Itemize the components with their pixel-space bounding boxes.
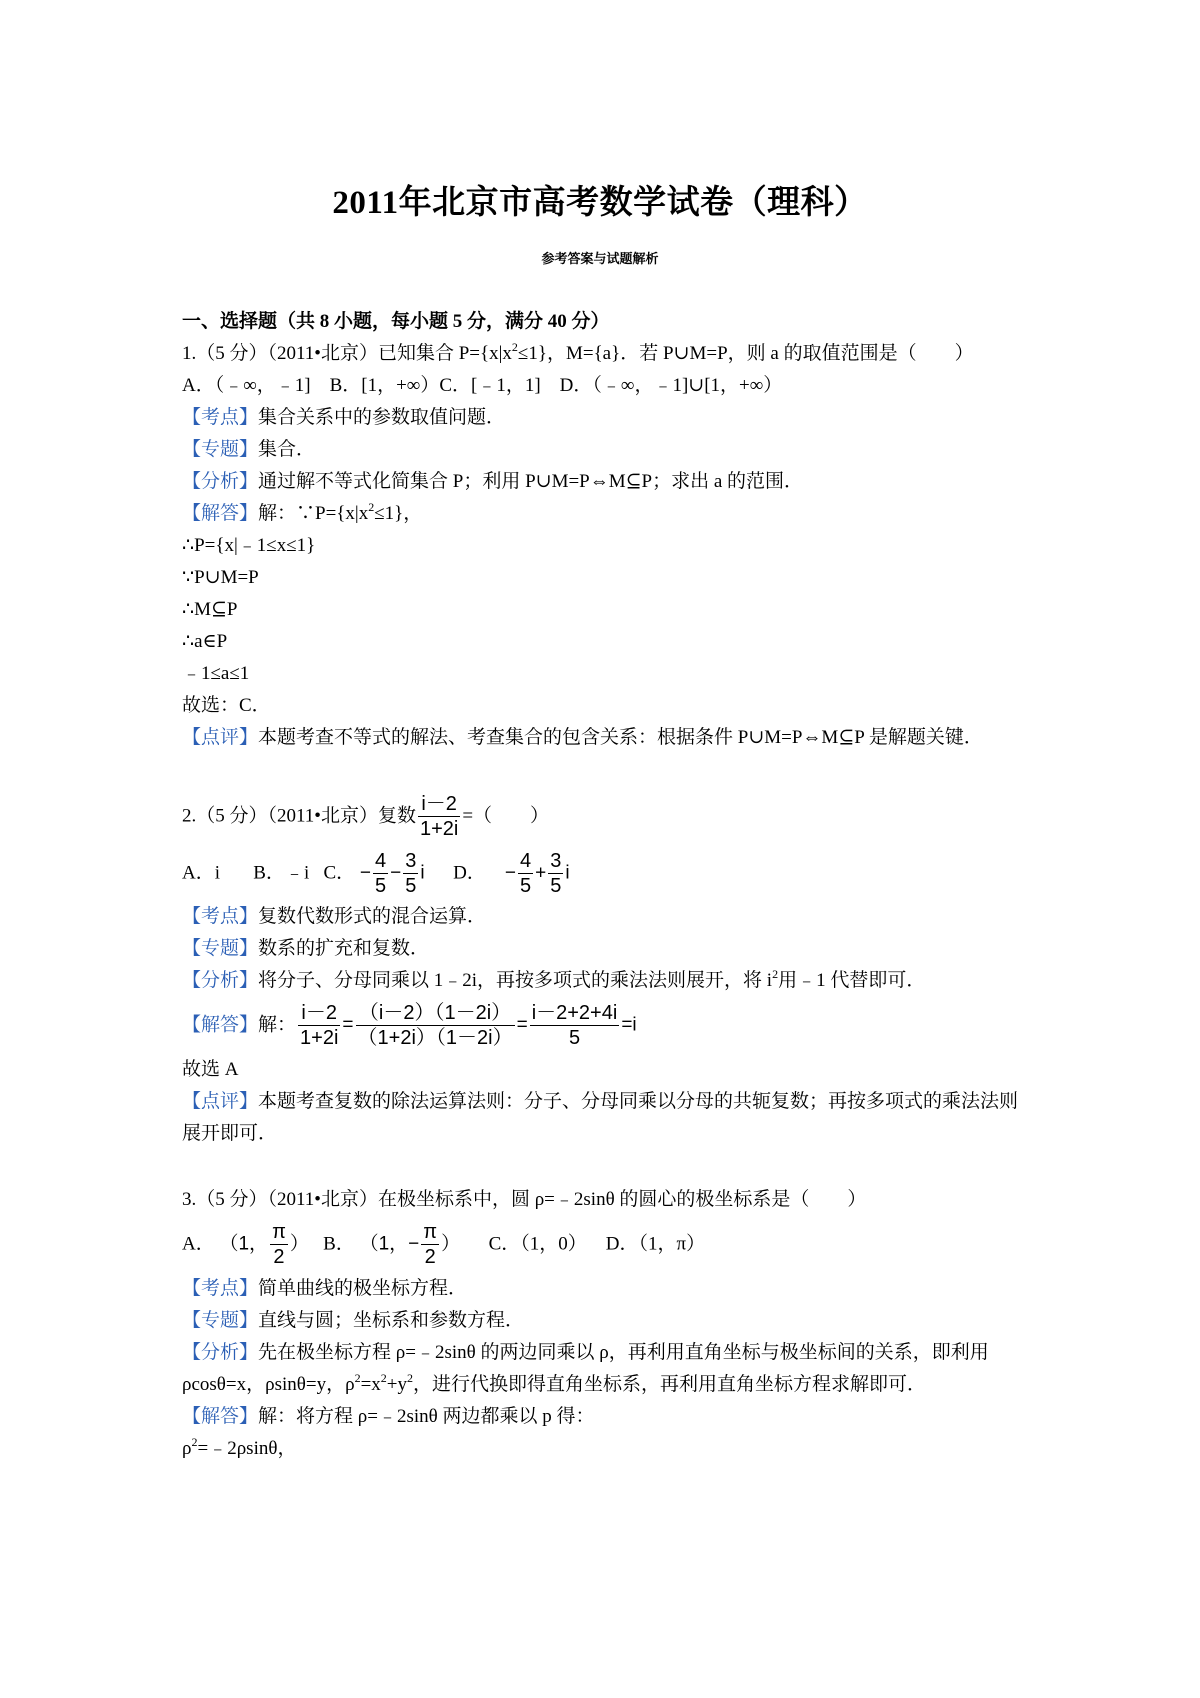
jieda-line: 【解答】解：将方程 ρ=﹣2sinθ 两边都乘以 p 得： [182,1405,595,1427]
zhuanti-tag: 【专题】 [182,439,259,460]
question-options: A．i B．﹣i C． − $\frac{4}{5}$ − $\frac{3}{5}$ i D． − $\frac{4}{5}$ + $\frac{3}{5}$ i [182,845,1022,902]
question-stem: 3.（5 分）（2011•北京）在极坐标系中，圆 ρ=﹣2sinθ 的圆心的极坐标系是（ ） [182,1188,867,1210]
kaodian-tag: 【考点】 [182,1277,259,1299]
dianping-tag: 【点评】 [182,727,259,748]
document-body [182,306,1022,1465]
zhuanti-line: 【专题】数系的扩充和复数． [182,938,430,960]
solution-step: ∵P∪M=P [182,567,259,588]
dianping-line: 【点评】本题考查不等式的解法、考查集合的包含关系：根据条件 P∪M=P⇔M⊆P 是解题关键． [182,727,983,748]
fraction: $\frac{i-2}{1+2i}$ [419,793,459,841]
solution-step: ∴P={x|﹣1≤x≤1} [182,535,316,556]
jieda-line: 【解答】解： $\frac{i-2}{1+2i}$ = $\frac{(i-2)(1-2i)}{(1+2i)(1-2i)}$ = $\frac{i-2+2+4i}{5}$ =i [182,1002,637,1050]
question-options: A．（﹣∞，﹣1] B．[1，+∞）C．[﹣1，1] D．（﹣∞，﹣1]∪[1，+∞） [182,375,783,396]
fenxi-tag: 【分析】 [182,1341,259,1363]
jieda-tag: 【解答】 [182,1405,259,1427]
solution-step: $\rho^2=﹣2\rho\sin\theta$， [182,1434,297,1459]
fraction: $\frac{4}{5}$ [519,849,532,897]
option-a-expression: （1， $\frac{\pi}{2}$ ） [219,1221,309,1269]
option-d-expression: − $\frac{4}{5}$ + $\frac{3}{5}$ i [504,849,570,897]
kaodian-tag: 【考点】 [182,906,259,928]
section-heading: 一、选择题（共 8 小题，每小题 5 分，满分 40 分） [182,311,610,332]
solution-step: ∴a∈P [182,631,228,652]
fraction: $\frac{i-2}{1+2i}$ [300,1002,339,1050]
jieda-tag: 【解答】 [182,503,259,524]
question-2 [182,788,1022,1150]
fraction: $\frac{\pi}{2}$ [423,1221,438,1269]
jieda-tag: 【解答】 [182,1014,259,1036]
jieda-line: 【解答】解：$\because P=\{x|x^2\le 1\}$， [182,500,423,524]
option-b-expression: （1，− $\frac{\pi}{2}$ ） [359,1221,461,1269]
spacer [182,1150,1022,1184]
solution-step: 故选：C． [182,695,271,716]
question-stem: 1.（5 分）（2011•北京）已知集合 $P=\{x|x^2\le 1\}$，M={a}．若 P∪M=P，则 a 的取值范围是（ ） [182,340,974,364]
kaodian-line: 【考点】简单曲线的极坐标方程． [182,1277,468,1299]
page-subtitle: 参考答案与试题解析 [541,251,659,266]
kaodian-tag: 【考点】 [182,407,259,428]
question-3 [182,1184,1022,1465]
spacer [182,754,1022,788]
fenxi-line: 【分析】将分子、分母同乘以 1﹣2i，再按多项式的乘法法则展开，将 $i^2$用﹣1 代替即可． [182,967,926,992]
question-options: A． （1， $\frac{\pi}{2}$ ） B． （1，− $\frac{\pi}{2}$ ） C．（1，0） D．（1，π） [182,1216,1022,1273]
fraction: $\frac{3}{5}$ [550,849,562,897]
fraction: $\frac{(i-2)(1-2i)}{(1+2i)(1-2i)}$ [357,1002,513,1050]
question-stem: 2.（5 分）（2011•北京）复数 $\frac{i-2}{1+2i}$ =（ ） [182,793,550,841]
solution-step: ∴M⊆P [182,599,238,620]
option-c-expression: − $\frac{4}{5}$ − $\frac{3}{5}$ i [359,849,425,897]
zhuanti-tag: 【专题】 [182,938,259,960]
dianping-tag: 【点评】 [182,1090,259,1112]
solution-step: 故选 A [182,1058,239,1080]
fenxi-line: 【分析】先在极坐标方程 ρ=﹣2sinθ 的两边同乘以 ρ，再利用直角坐标与极坐标间的关系，即利用 ρcosθ=x，ρsinθ=y，$\rho^2=x^2+y^2$，进行代换即得直角坐标系，再利用直角坐标方程求解即可． [182,1341,989,1395]
fenxi-tag: 【分析】 [182,970,259,992]
fenxi-line: 【分析】通过解不等式化简集合 P；利用 P∪M=P⇔M⊆P；求出 a 的范围． [182,471,804,492]
fraction: $\frac{4}{5}$ [375,849,387,897]
zhuanti-tag: 【专题】 [182,1309,259,1331]
question-1 [182,338,1022,754]
page-title: 2011年北京市高考数学试卷（理科） [332,185,868,221]
fraction: $\frac{3}{5}$ [405,849,417,897]
fraction: $\frac{\pi}{2}$ [272,1221,286,1269]
kaodian-line: 【考点】复数代数形式的混合运算． [182,906,487,928]
fraction: $\frac{i-2+2+4i}{5}$ [531,1002,618,1050]
solution-step: ﹣1≤a≤1 [182,663,250,684]
dianping-line: 【点评】本题考查复数的除法运算法则：分子、分母同乘以分母的共轭复数；再按多项式的乘法法则展开即可． [182,1090,1019,1144]
fenxi-tag: 【分析】 [182,471,259,492]
kaodian-line: 【考点】集合关系中的参数取值问题． [182,407,506,428]
zhuanti-line: 【专题】直线与圆；坐标系和参数方程． [182,1309,525,1331]
zhuanti-line: 【专题】集合． [182,439,316,460]
